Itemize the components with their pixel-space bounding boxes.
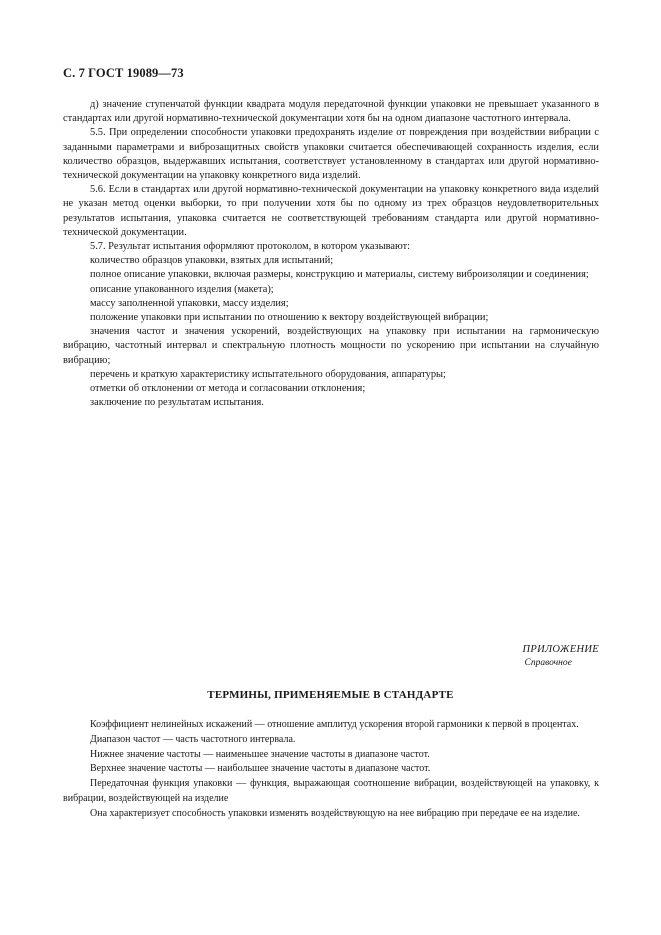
term-definition: Она характеризует способность упаковки изменять воздействующую на нее вибрацию при передаче ее на изделие. [90,807,580,819]
protocol-item: описание упакованного изделия (макета); [90,283,274,295]
protocol-item: значения частот и значения ускорений, воздействующих на упаковку при испытании на гармоническую вибрацию, частотный интервал и спектральную плотность мощности по ускорению при испытании на случайную вибрацию; [63,326,599,366]
term-definition: Диапазон частот — часть частотного интервала. [90,733,296,745]
paragraph-5-7: 5.7. Результат испытания оформляют протоколом, в котором указывают: [90,241,411,253]
protocol-item: положение упаковки при испытании по отношению к вектору воздействующей вибрации; [90,312,489,324]
term-definition: Верхнее значение частоты — наибольшее значение частоты в диапазоне частот. [90,763,431,775]
paragraph-5-6: 5.6. Если в стандартах или другой нормативно-технической документации на упаковку конкретного вида изделий не указан метод оценки выборки, то при получении хотя бы по одному из трех образцов неудовлетворительных результатов испытания, упаковка считается не соответствующей требованиям стандарта или другой нормативно-технической документации. [63,184,599,238]
protocol-item: количество образцов упаковки, взятых для испытаний; [90,255,334,267]
term-definition: Передаточная функция упаковки — функция, выражающая соотношение вибрации, воздействующей на упаковку, к вибрации, воздействующей на изделие [63,778,599,804]
protocol-item: заключение по результатам испытания. [90,397,264,409]
appendix-subtitle: Справочное [524,658,572,668]
protocol-item: массу заполненной упаковки, массу изделия; [90,297,289,309]
page-header: С. 7 ГОСТ 19089—73 [63,66,184,80]
protocol-item: отметки об отклонении от метода и согласовании отклонения; [90,383,366,395]
protocol-item: полное описание упаковки, включая размеры, конструкцию и материалы, систему виброизоляции и соединения; [90,269,589,281]
term-definition: Коэффициент нелинейных искажений — отношение амплитуд ускорения второй гармоники к первой в процентах. [90,719,579,730]
terms-heading: ТЕРМИНЫ, ПРИМЕНЯЕМЫЕ В СТАНДАРТЕ [207,689,454,701]
appendix-label [523,643,600,670]
term-definition: Нижнее значение частоты — наименьшее значение частоты в диапазоне частот. [90,748,430,760]
paragraph-5-5: 5.5. При определении способности упаковки предохранять изделие от повреждения при воздействии вибрации с заданными параметрами и виброзащитных свойств упаковки считается обеспечивающей сохранность изделия, если количество образцов, выдержавших испытания, соответствует установленному в стандартах или другой нормативно-технической документации на упаковку конкретного вида изделий. [63,127,599,182]
paragraph-item-d: д) значение ступенчатой функции квадрата модуля передаточной функции упаковки не превышает указанного в стандартах или другой нормативно-технической документации хотя бы на одном диапазоне частотного интервала. [63,99,599,125]
terms-section [63,718,599,822]
appendix-title: ПРИЛОЖЕНИЕ [522,644,599,655]
protocol-item: перечень и краткую характеристику испытательного оборудования, аппаратуры; [90,368,446,380]
main-text-section [63,98,599,410]
